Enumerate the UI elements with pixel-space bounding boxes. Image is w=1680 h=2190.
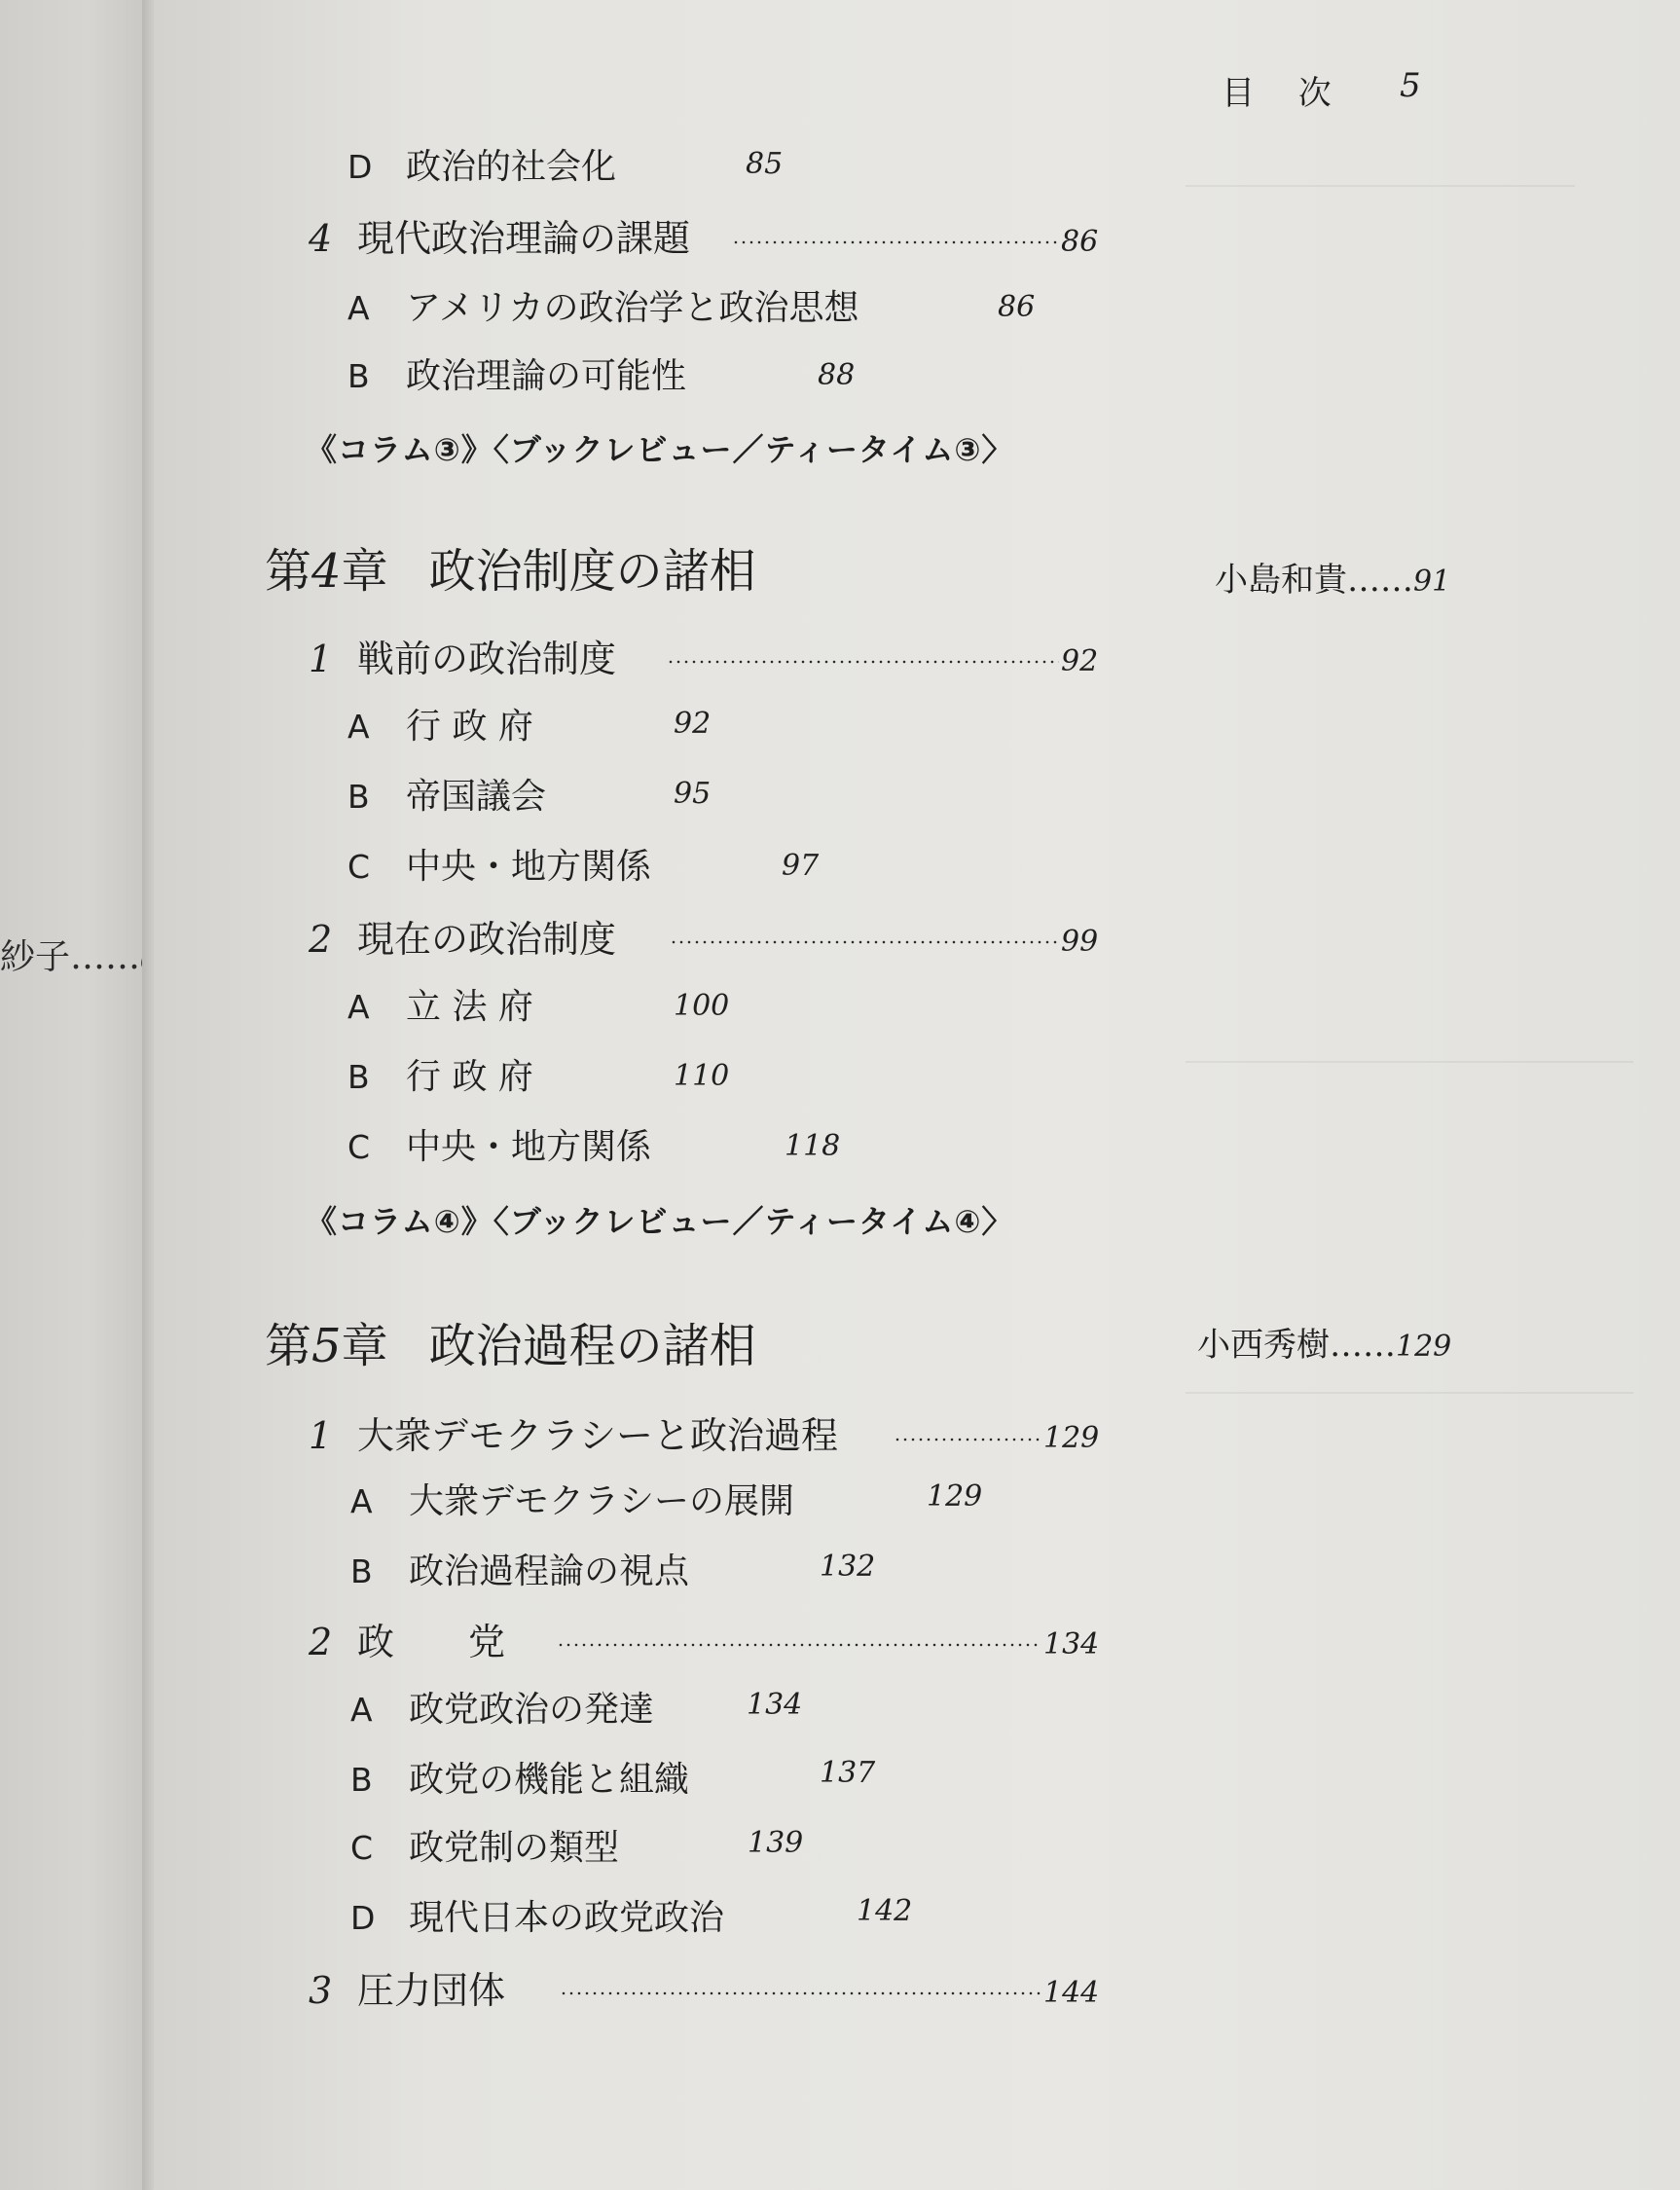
subsection-page: 95 (674, 777, 712, 811)
leader-dots (560, 1991, 1041, 1995)
toc-section (309, 1612, 505, 1665)
section-number: 4 (309, 217, 333, 260)
section-number: 2 (309, 918, 333, 961)
subsection-page: 92 (674, 707, 712, 741)
subsection-title: 帝国議会 (406, 777, 547, 817)
subsection-page: 134 (747, 1688, 803, 1722)
subsection-letter: A (347, 708, 370, 746)
section-title: 圧力団体 (357, 1969, 506, 2012)
subsection-letter: C (347, 1128, 371, 1166)
leader-dots (557, 1643, 1041, 1647)
subsection-letter: A (350, 1691, 373, 1729)
chapter-title: 政治制度の諸相 (428, 544, 756, 599)
subsection-page: 139 (748, 1826, 804, 1860)
subsection-title: 中央・地方関係 (406, 1127, 652, 1167)
chapter-heading (265, 1308, 756, 1375)
subsection-page: 85 (746, 147, 784, 181)
chapter-number: 4 (311, 544, 342, 599)
leader-dots (732, 240, 1059, 244)
section-title: 現在の政治制度 (357, 918, 617, 961)
previous-page-edge (0, 0, 146, 2190)
subsection-title: アメリカの政治学と政治思想 (406, 288, 859, 328)
chapter-label: 第 (265, 544, 312, 599)
subsection-title: 政治的社会化 (406, 147, 617, 187)
section-page: 129 (1043, 1421, 1100, 1455)
chapter-page: 91 (1413, 565, 1451, 599)
subsection-page: 137 (820, 1756, 876, 1790)
toc-subsection (347, 839, 651, 889)
chapter-number: 5 (311, 1319, 342, 1373)
subsection-page: 132 (820, 1550, 876, 1584)
bleed-through (1186, 1363, 1633, 1394)
section-page: 144 (1043, 1976, 1100, 2010)
subsection-page: 129 (927, 1479, 983, 1514)
section-page: 134 (1043, 1627, 1100, 1661)
subsection-page: 118 (785, 1129, 841, 1163)
subsection-page: 97 (782, 849, 820, 883)
subsection-title: 政治理論の可能性 (406, 356, 687, 396)
subsection-title: 現代日本の政党政治 (409, 1898, 725, 1938)
toc-section (309, 629, 616, 682)
subsection-letter: B (347, 357, 370, 395)
toc-subsection (347, 769, 546, 819)
section-title: 現代政治理論の課題 (357, 217, 691, 260)
leader-dots (670, 940, 1059, 944)
section-title: 政 党 (357, 1621, 506, 1663)
toc-subsection (347, 280, 858, 330)
running-header-label: 目 次 (1222, 74, 1348, 113)
toc-subsection (350, 1474, 794, 1523)
section-page: 92 (1061, 644, 1099, 678)
toc-subsection (347, 1119, 651, 1169)
chapter-heading (265, 533, 756, 601)
toc-subsection (350, 1890, 724, 1940)
subsection-title: 中央・地方関係 (406, 847, 652, 887)
subsection-letter: C (347, 848, 371, 886)
section-number: 3 (309, 1969, 333, 2012)
column-note: 《コラム④》〈ブックレビュー／ティータイム④〉 (306, 1203, 1014, 1240)
subsection-page: 88 (818, 358, 856, 392)
subsection-letter: A (347, 988, 370, 1026)
section-page: 86 (1061, 225, 1099, 259)
subsection-letter: D (347, 148, 373, 186)
running-header-page-number: 5 (1400, 66, 1421, 105)
toc-subsection (347, 348, 686, 398)
toc-subsection (347, 699, 533, 748)
subsection-page: 86 (998, 290, 1036, 324)
subsection-letter: B (350, 1552, 373, 1590)
subsection-letter: A (347, 289, 370, 327)
section-number: 1 (309, 1414, 333, 1457)
author-name: 小島和貴 (1215, 561, 1347, 600)
chapter-suffix: 章 (341, 1319, 388, 1373)
subsection-title: 行 政 府 (406, 1057, 533, 1097)
leader-dots (667, 660, 1059, 664)
chapter-title: 政治過程の諸相 (428, 1319, 756, 1373)
subsection-page: 100 (674, 989, 730, 1023)
subsection-title: 政党政治の発達 (409, 1690, 655, 1730)
toc-subsection (350, 1820, 619, 1870)
toc-subsection (347, 979, 533, 1029)
section-title: 戦前の政治制度 (357, 638, 617, 680)
subsection-title: 政党制の類型 (409, 1828, 620, 1868)
section-title: 大衆デモクラシーと政治過程 (357, 1414, 839, 1457)
subsection-letter: B (350, 1761, 373, 1799)
column-note: 《コラム③》〈ブックレビュー／ティータイム③〉 (306, 431, 1014, 468)
author-leader: …… (1330, 1326, 1396, 1365)
subsection-letter: B (347, 778, 370, 816)
toc-section (309, 208, 690, 262)
toc-subsection (350, 1752, 689, 1802)
toc-section (309, 1405, 838, 1459)
subsection-letter: B (347, 1058, 370, 1096)
chapter-author (1197, 1318, 1451, 1366)
subsection-title: 立 法 府 (406, 987, 533, 1027)
toc-section (309, 1960, 505, 2014)
section-page: 99 (1061, 925, 1099, 959)
subsection-page: 110 (674, 1059, 730, 1093)
chapter-page: 129 (1396, 1330, 1452, 1364)
chapter-author (1215, 553, 1450, 601)
section-number: 2 (309, 1621, 333, 1663)
author-name: 小西秀樹 (1197, 1326, 1330, 1365)
leader-dots (894, 1438, 1041, 1442)
author-leader: …… (1347, 561, 1413, 600)
subsection-title: 行 政 府 (406, 707, 533, 747)
subsection-letter: C (350, 1829, 374, 1867)
bleed-through (1186, 1032, 1633, 1063)
toc-section (309, 909, 616, 963)
bleed-through (1186, 156, 1575, 187)
toc-subsection (350, 1682, 654, 1732)
subsection-page: 142 (857, 1894, 913, 1928)
previous-page-text: 紗子…… (0, 937, 141, 977)
subsection-title: 大衆デモクラシーの展開 (409, 1481, 795, 1521)
subsection-letter: D (350, 1899, 376, 1937)
section-number: 1 (309, 638, 333, 680)
subsection-title: 政治過程論の視点 (409, 1551, 690, 1591)
toc-subsection (347, 1049, 533, 1099)
toc-subsection (347, 139, 616, 189)
subsection-letter: A (350, 1482, 373, 1520)
chapter-suffix: 章 (341, 544, 388, 599)
subsection-title: 政党の機能と組織 (409, 1760, 690, 1800)
chapter-label: 第 (265, 1319, 312, 1373)
toc-subsection (350, 1544, 689, 1593)
